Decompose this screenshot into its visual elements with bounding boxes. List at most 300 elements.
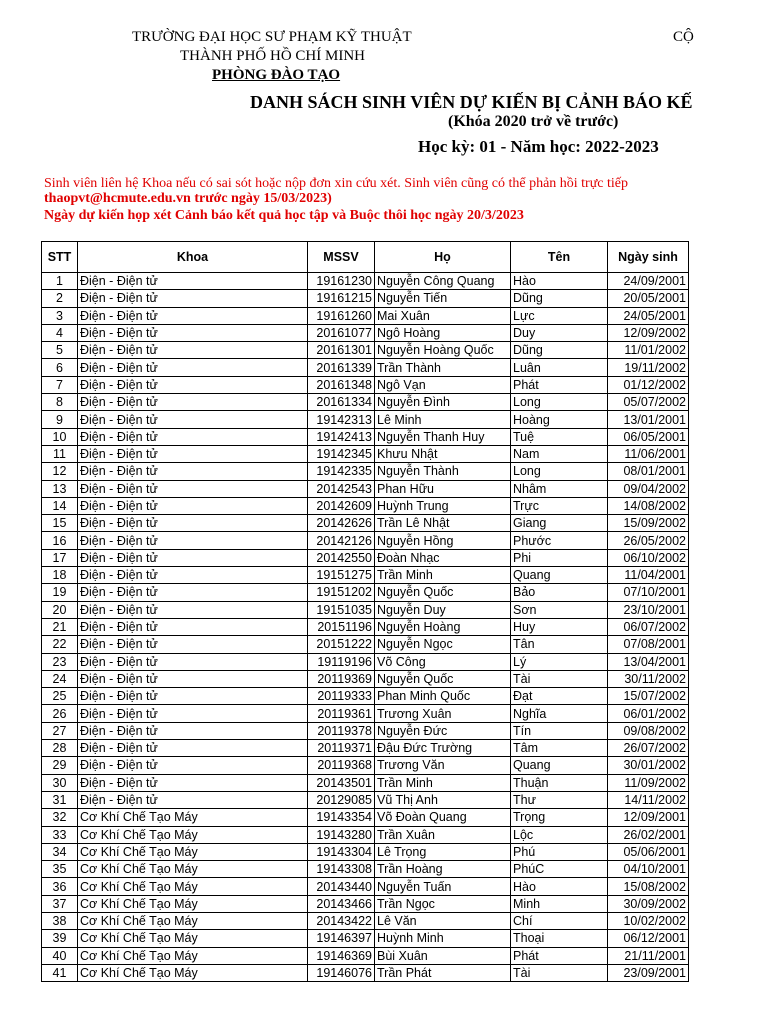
cell-ngay-sinh: 24/05/2001 (608, 307, 689, 324)
cell-ngay-sinh: 08/01/2001 (608, 463, 689, 480)
cell-ngay-sinh: 09/04/2002 (608, 480, 689, 497)
cell-stt: 34 (42, 843, 78, 860)
cell-khoa: Điện - Điện tử (78, 722, 308, 739)
cell-mssv: 20143422 (308, 912, 375, 929)
cell-ten: Thoại (511, 930, 608, 947)
cell-ngay-sinh: 13/01/2001 (608, 411, 689, 428)
table-row (42, 411, 689, 428)
cell-ho: Trần Lê Nhật (375, 515, 511, 532)
cell-khoa: Điện - Điện tử (78, 688, 308, 705)
cell-ngay-sinh: 05/07/2002 (608, 394, 689, 411)
cell-ho: Nguyễn Ngọc (375, 636, 511, 653)
cell-khoa: Cơ Khí Chế Tạo Máy (78, 861, 308, 878)
cell-mssv: 20151222 (308, 636, 375, 653)
cell-stt: 3 (42, 307, 78, 324)
column-header-ngay-sinh: Ngày sinh (608, 242, 689, 273)
cell-ten: Huy (511, 618, 608, 635)
cell-ten: Dũng (511, 342, 608, 359)
cell-stt: 14 (42, 497, 78, 514)
cell-ngay-sinh: 26/07/2002 (608, 740, 689, 757)
column-header-khoa: Khoa (78, 242, 308, 273)
table-row (42, 324, 689, 341)
cell-ngay-sinh: 06/10/2002 (608, 549, 689, 566)
cell-mssv: 19146397 (308, 930, 375, 947)
cell-ho: Phan Hữu (375, 480, 511, 497)
cell-ten: PhúC (511, 861, 608, 878)
cell-stt: 41 (42, 964, 78, 981)
cell-stt: 19 (42, 584, 78, 601)
cell-ten: Hào (511, 878, 608, 895)
table-row (42, 601, 689, 618)
cell-stt: 6 (42, 359, 78, 376)
cell-ngay-sinh: 20/05/2001 (608, 290, 689, 307)
cell-ho: Trần Minh (375, 567, 511, 584)
cell-ten: Trọng (511, 809, 608, 826)
cell-ngay-sinh: 07/08/2001 (608, 636, 689, 653)
cell-ho: Nguyễn Duy (375, 601, 511, 618)
table-row (42, 618, 689, 635)
table-row (42, 636, 689, 653)
cell-khoa: Điện - Điện tử (78, 618, 308, 635)
cell-ten: Hào (511, 273, 608, 290)
cell-khoa: Cơ Khí Chế Tạo Máy (78, 878, 308, 895)
cell-stt: 18 (42, 567, 78, 584)
cell-ten: Long (511, 463, 608, 480)
cell-stt: 21 (42, 618, 78, 635)
table-row (42, 567, 689, 584)
cell-stt: 29 (42, 757, 78, 774)
cell-ngay-sinh: 11/01/2002 (608, 342, 689, 359)
cell-ten: Luân (511, 359, 608, 376)
cell-khoa: Điện - Điện tử (78, 774, 308, 791)
cell-stt: 38 (42, 912, 78, 929)
cell-ten: Long (511, 394, 608, 411)
cell-mssv: 20119369 (308, 670, 375, 687)
cell-ngay-sinh: 19/11/2002 (608, 359, 689, 376)
cell-ten: Phú (511, 843, 608, 860)
cell-ho: Nguyễn Thành (375, 463, 511, 480)
cell-ngay-sinh: 07/10/2001 (608, 584, 689, 601)
cell-ten: Dũng (511, 290, 608, 307)
cell-ten: Minh (511, 895, 608, 912)
cell-mssv: 20142550 (308, 549, 375, 566)
table-row (42, 705, 689, 722)
cell-ten: Quang (511, 567, 608, 584)
cell-ngay-sinh: 14/11/2002 (608, 791, 689, 808)
cell-ten: Tài (511, 964, 608, 981)
table-row (42, 843, 689, 860)
cell-mssv: 20161334 (308, 394, 375, 411)
table-row (42, 480, 689, 497)
cell-ten: Sơn (511, 601, 608, 618)
cell-mssv: 19142413 (308, 428, 375, 445)
table-row (42, 809, 689, 826)
cell-mssv: 20161348 (308, 376, 375, 393)
cell-ngay-sinh: 10/02/2002 (608, 912, 689, 929)
cell-ngay-sinh: 11/09/2002 (608, 774, 689, 791)
table-body (42, 273, 689, 982)
cell-stt: 24 (42, 670, 78, 687)
cell-ho: Lê Trọng (375, 843, 511, 860)
cell-khoa: Điện - Điện tử (78, 532, 308, 549)
table-row (42, 307, 689, 324)
cell-mssv: 19151035 (308, 601, 375, 618)
column-header-stt: STT (42, 242, 78, 273)
cell-stt: 30 (42, 774, 78, 791)
table-row (42, 947, 689, 964)
cell-ngay-sinh: 01/12/2002 (608, 376, 689, 393)
cell-mssv: 20143440 (308, 878, 375, 895)
column-header-ten: Tên (511, 242, 608, 273)
cell-ngay-sinh: 15/08/2002 (608, 878, 689, 895)
document-title: DANH SÁCH SINH VIÊN DỰ KIẾN BỊ CẢNH BÁO KẾ (250, 92, 693, 112)
cell-khoa: Điện - Điện tử (78, 342, 308, 359)
cell-ho: Nguyễn Thanh Huy (375, 428, 511, 445)
cell-stt: 16 (42, 532, 78, 549)
cell-khoa: Cơ Khí Chế Tạo Máy (78, 843, 308, 860)
cell-khoa: Điện - Điện tử (78, 549, 308, 566)
cell-ten: Phát (511, 947, 608, 964)
table-row (42, 428, 689, 445)
cell-stt: 4 (42, 324, 78, 341)
cell-ngay-sinh: 05/06/2001 (608, 843, 689, 860)
cell-khoa: Điện - Điện tử (78, 273, 308, 290)
cell-ten: Nghĩa (511, 705, 608, 722)
cell-ho: Nguyễn Quốc (375, 670, 511, 687)
cell-stt: 20 (42, 601, 78, 618)
table-row (42, 964, 689, 981)
cell-khoa: Điện - Điện tử (78, 601, 308, 618)
school-name-line1: TRƯỜNG ĐẠI HỌC SƯ PHẠM KỸ THUẬT (132, 29, 412, 45)
table-header-row (42, 242, 689, 273)
cell-ngay-sinh: 15/07/2002 (608, 688, 689, 705)
cell-stt: 13 (42, 480, 78, 497)
cell-mssv: 19142335 (308, 463, 375, 480)
cell-khoa: Điện - Điện tử (78, 376, 308, 393)
cell-stt: 8 (42, 394, 78, 411)
cell-ho: Trần Ngọc (375, 895, 511, 912)
cell-khoa: Điện - Điện tử (78, 359, 308, 376)
cell-khoa: Điện - Điện tử (78, 636, 308, 653)
cell-mssv: 19161260 (308, 307, 375, 324)
notice-email-line: thaopvt@hcmute.edu.vn trước ngày 15/03/2023) (44, 191, 332, 206)
cell-ho: Ngô Hoàng (375, 324, 511, 341)
student-table (41, 241, 689, 982)
cell-ngay-sinh: 14/08/2002 (608, 497, 689, 514)
cell-mssv: 20143501 (308, 774, 375, 791)
cell-ten: Duy (511, 324, 608, 341)
cell-ngay-sinh: 11/06/2001 (608, 445, 689, 462)
cell-mssv: 20142609 (308, 497, 375, 514)
cell-ho: Nguyễn Đình (375, 394, 511, 411)
cell-ten: Giang (511, 515, 608, 532)
table-row (42, 757, 689, 774)
cell-khoa: Điện - Điện tử (78, 497, 308, 514)
cell-ten: Hoàng (511, 411, 608, 428)
cell-mssv: 20119361 (308, 705, 375, 722)
cell-mssv: 19151275 (308, 567, 375, 584)
table-row (42, 584, 689, 601)
cell-ngay-sinh: 06/12/2001 (608, 930, 689, 947)
cell-stt: 25 (42, 688, 78, 705)
cell-khoa: Điện - Điện tử (78, 411, 308, 428)
cell-ho: Võ Công (375, 653, 511, 670)
cell-ho: Nguyễn Hồng (375, 532, 511, 549)
cell-ho: Mai Xuân (375, 307, 511, 324)
table-row (42, 861, 689, 878)
table-row (42, 930, 689, 947)
cell-khoa: Điện - Điện tử (78, 515, 308, 532)
document-subtitle: (Khóa 2020 trở về trước) (448, 113, 619, 130)
cell-mssv: 20142626 (308, 515, 375, 532)
cell-ten: Thuận (511, 774, 608, 791)
table-row (42, 878, 689, 895)
cell-ngay-sinh: 26/02/2001 (608, 826, 689, 843)
cell-mssv: 19161215 (308, 290, 375, 307)
cell-ten: Tân (511, 636, 608, 653)
cell-khoa: Điện - Điện tử (78, 584, 308, 601)
cell-ten: Lộc (511, 826, 608, 843)
cell-ten: Tín (511, 722, 608, 739)
cell-ho: Nguyễn Tuấn (375, 878, 511, 895)
cell-ten: Nam (511, 445, 608, 462)
cell-ho: Nguyễn Đức (375, 722, 511, 739)
cell-stt: 2 (42, 290, 78, 307)
cell-khoa: Cơ Khí Chế Tạo Máy (78, 809, 308, 826)
cell-ho: Trần Xuân (375, 826, 511, 843)
table-row (42, 912, 689, 929)
cell-khoa: Điện - Điện tử (78, 705, 308, 722)
cell-khoa: Điện - Điện tử (78, 428, 308, 445)
cell-mssv: 20161077 (308, 324, 375, 341)
cell-ho: Nguyễn Quốc (375, 584, 511, 601)
cell-ho: Bùi Xuân (375, 947, 511, 964)
cell-khoa: Cơ Khí Chế Tạo Máy (78, 947, 308, 964)
cell-khoa: Điện - Điện tử (78, 394, 308, 411)
cell-ho: Phan Minh Quốc (375, 688, 511, 705)
cell-ngay-sinh: 09/08/2002 (608, 722, 689, 739)
cell-ten: Đạt (511, 688, 608, 705)
cell-ho: Lê Văn (375, 912, 511, 929)
cell-stt: 9 (42, 411, 78, 428)
cell-ho: Nguyễn Tiến (375, 290, 511, 307)
cell-mssv: 20119333 (308, 688, 375, 705)
cell-stt: 28 (42, 740, 78, 757)
cell-ngay-sinh: 11/04/2001 (608, 567, 689, 584)
cell-khoa: Điện - Điện tử (78, 670, 308, 687)
cell-ngay-sinh: 06/01/2002 (608, 705, 689, 722)
cell-khoa: Cơ Khí Chế Tạo Máy (78, 895, 308, 912)
cell-stt: 31 (42, 791, 78, 808)
table-row (42, 653, 689, 670)
table-row (42, 273, 689, 290)
cell-khoa: Điện - Điện tử (78, 480, 308, 497)
cell-khoa: Điện - Điện tử (78, 463, 308, 480)
table-row (42, 670, 689, 687)
cell-stt: 36 (42, 878, 78, 895)
cell-ngay-sinh: 21/11/2001 (608, 947, 689, 964)
cell-mssv: 20142543 (308, 480, 375, 497)
cell-ngay-sinh: 24/09/2001 (608, 273, 689, 290)
cell-ho: Nguyễn Hoàng (375, 618, 511, 635)
cell-mssv: 19151202 (308, 584, 375, 601)
cell-khoa: Điện - Điện tử (78, 290, 308, 307)
cell-stt: 26 (42, 705, 78, 722)
cell-stt: 32 (42, 809, 78, 826)
cell-stt: 10 (42, 428, 78, 445)
cell-mssv: 20151196 (308, 618, 375, 635)
cell-stt: 39 (42, 930, 78, 947)
cell-ho: Trần Thành (375, 359, 511, 376)
cell-mssv: 20119368 (308, 757, 375, 774)
cell-ho: Nguyễn Hoàng Quốc (375, 342, 511, 359)
cell-ho: Huỳnh Trung (375, 497, 511, 514)
cell-ngay-sinh: 26/05/2002 (608, 532, 689, 549)
cell-ten: Phi (511, 549, 608, 566)
cell-ho: Võ Đoàn Quang (375, 809, 511, 826)
table-row (42, 290, 689, 307)
cell-mssv: 20142126 (308, 532, 375, 549)
cell-ten: Tâm (511, 740, 608, 757)
cell-ho: Huỳnh Minh (375, 930, 511, 947)
cell-stt: 17 (42, 549, 78, 566)
cell-khoa: Cơ Khí Chế Tạo Máy (78, 930, 308, 947)
cell-ten: Trực (511, 497, 608, 514)
cell-ho: Vũ Thị Anh (375, 791, 511, 808)
cell-ngay-sinh: 12/09/2002 (608, 324, 689, 341)
table-row (42, 740, 689, 757)
table-row (42, 515, 689, 532)
cell-ngay-sinh: 30/11/2002 (608, 670, 689, 687)
table-row (42, 688, 689, 705)
table-row (42, 342, 689, 359)
cell-mssv: 19143280 (308, 826, 375, 843)
cell-ten: Nhâm (511, 480, 608, 497)
notice-meeting-date: Ngày dự kiến họp xét Cảnh báo kết quả học tập và Buộc thôi học ngày 20/3/2023 (44, 208, 524, 223)
cell-ngay-sinh: 06/05/2001 (608, 428, 689, 445)
cell-ho: Ngô Vạn (375, 376, 511, 393)
cell-khoa: Cơ Khí Chế Tạo Máy (78, 912, 308, 929)
cell-stt: 5 (42, 342, 78, 359)
cell-ngay-sinh: 30/01/2002 (608, 757, 689, 774)
cell-stt: 7 (42, 376, 78, 393)
cell-mssv: 20119378 (308, 722, 375, 739)
table-row (42, 774, 689, 791)
column-header-ho: Họ (375, 242, 511, 273)
cell-stt: 33 (42, 826, 78, 843)
national-motto-fragment: CỘ (673, 29, 694, 45)
cell-stt: 23 (42, 653, 78, 670)
cell-ho: Đậu Đức Trường (375, 740, 511, 757)
table-row (42, 394, 689, 411)
cell-mssv: 19146076 (308, 964, 375, 981)
cell-ho: Nguyễn Công Quang (375, 273, 511, 290)
cell-ten: Chí (511, 912, 608, 929)
cell-mssv: 19146369 (308, 947, 375, 964)
table-row (42, 722, 689, 739)
cell-ho: Lê Minh (375, 411, 511, 428)
cell-khoa: Điện - Điện tử (78, 653, 308, 670)
cell-ho: Trần Minh (375, 774, 511, 791)
cell-stt: 15 (42, 515, 78, 532)
cell-mssv: 20119371 (308, 740, 375, 757)
cell-ten: Tuệ (511, 428, 608, 445)
cell-mssv: 20143466 (308, 895, 375, 912)
cell-khoa: Điện - Điện tử (78, 791, 308, 808)
notice-line1: Sinh viên liên hệ Khoa nếu có sai sót hoặc nộp đơn xin cứu xét. Sinh viên cũng có thể phản hồi trực tiếp (44, 176, 629, 191)
cell-khoa: Điện - Điện tử (78, 757, 308, 774)
cell-ten: Tài (511, 670, 608, 687)
table-row (42, 359, 689, 376)
cell-stt: 37 (42, 895, 78, 912)
cell-ten: Thư (511, 791, 608, 808)
cell-ngay-sinh: 06/07/2002 (608, 618, 689, 635)
cell-ten: Lý (511, 653, 608, 670)
table-row (42, 895, 689, 912)
cell-ngay-sinh: 30/09/2002 (608, 895, 689, 912)
cell-ngay-sinh: 15/09/2002 (608, 515, 689, 532)
cell-ngay-sinh: 12/09/2001 (608, 809, 689, 826)
cell-stt: 27 (42, 722, 78, 739)
cell-stt: 22 (42, 636, 78, 653)
cell-mssv: 20161301 (308, 342, 375, 359)
cell-ho: Trương Văn (375, 757, 511, 774)
table-row (42, 826, 689, 843)
cell-khoa: Điện - Điện tử (78, 307, 308, 324)
cell-mssv: 19143304 (308, 843, 375, 860)
cell-mssv: 19143308 (308, 861, 375, 878)
table-row (42, 376, 689, 393)
cell-ten: Quang (511, 757, 608, 774)
table-row (42, 463, 689, 480)
cell-mssv: 19119196 (308, 653, 375, 670)
table-row (42, 497, 689, 514)
term-label: Học kỳ: 01 - Năm học: 2022-2023 (418, 137, 659, 156)
cell-khoa: Điện - Điện tử (78, 445, 308, 462)
cell-ho: Đoàn Nhạc (375, 549, 511, 566)
table-row (42, 532, 689, 549)
column-header-mssv: MSSV (308, 242, 375, 273)
table-row (42, 791, 689, 808)
cell-mssv: 20161339 (308, 359, 375, 376)
table-row (42, 549, 689, 566)
cell-khoa: Cơ Khí Chế Tạo Máy (78, 826, 308, 843)
cell-khoa: Điện - Điện tử (78, 740, 308, 757)
cell-mssv: 19142313 (308, 411, 375, 428)
cell-mssv: 19142345 (308, 445, 375, 462)
cell-ngay-sinh: 23/10/2001 (608, 601, 689, 618)
cell-mssv: 19143354 (308, 809, 375, 826)
cell-ten: Lực (511, 307, 608, 324)
cell-mssv: 20129085 (308, 791, 375, 808)
cell-ho: Trương Xuân (375, 705, 511, 722)
cell-stt: 11 (42, 445, 78, 462)
cell-khoa: Cơ Khí Chế Tạo Máy (78, 964, 308, 981)
cell-ngay-sinh: 13/04/2001 (608, 653, 689, 670)
cell-ten: Bảo (511, 584, 608, 601)
cell-ngay-sinh: 23/09/2001 (608, 964, 689, 981)
table-row (42, 445, 689, 462)
cell-ho: Trần Phát (375, 964, 511, 981)
cell-mssv: 19161230 (308, 273, 375, 290)
cell-ten: Phước (511, 532, 608, 549)
cell-khoa: Điện - Điện tử (78, 324, 308, 341)
cell-stt: 12 (42, 463, 78, 480)
cell-stt: 35 (42, 861, 78, 878)
cell-ho: Trần Hoàng (375, 861, 511, 878)
cell-stt: 40 (42, 947, 78, 964)
school-name-line2: THÀNH PHỐ HỒ CHÍ MINH (180, 48, 365, 64)
